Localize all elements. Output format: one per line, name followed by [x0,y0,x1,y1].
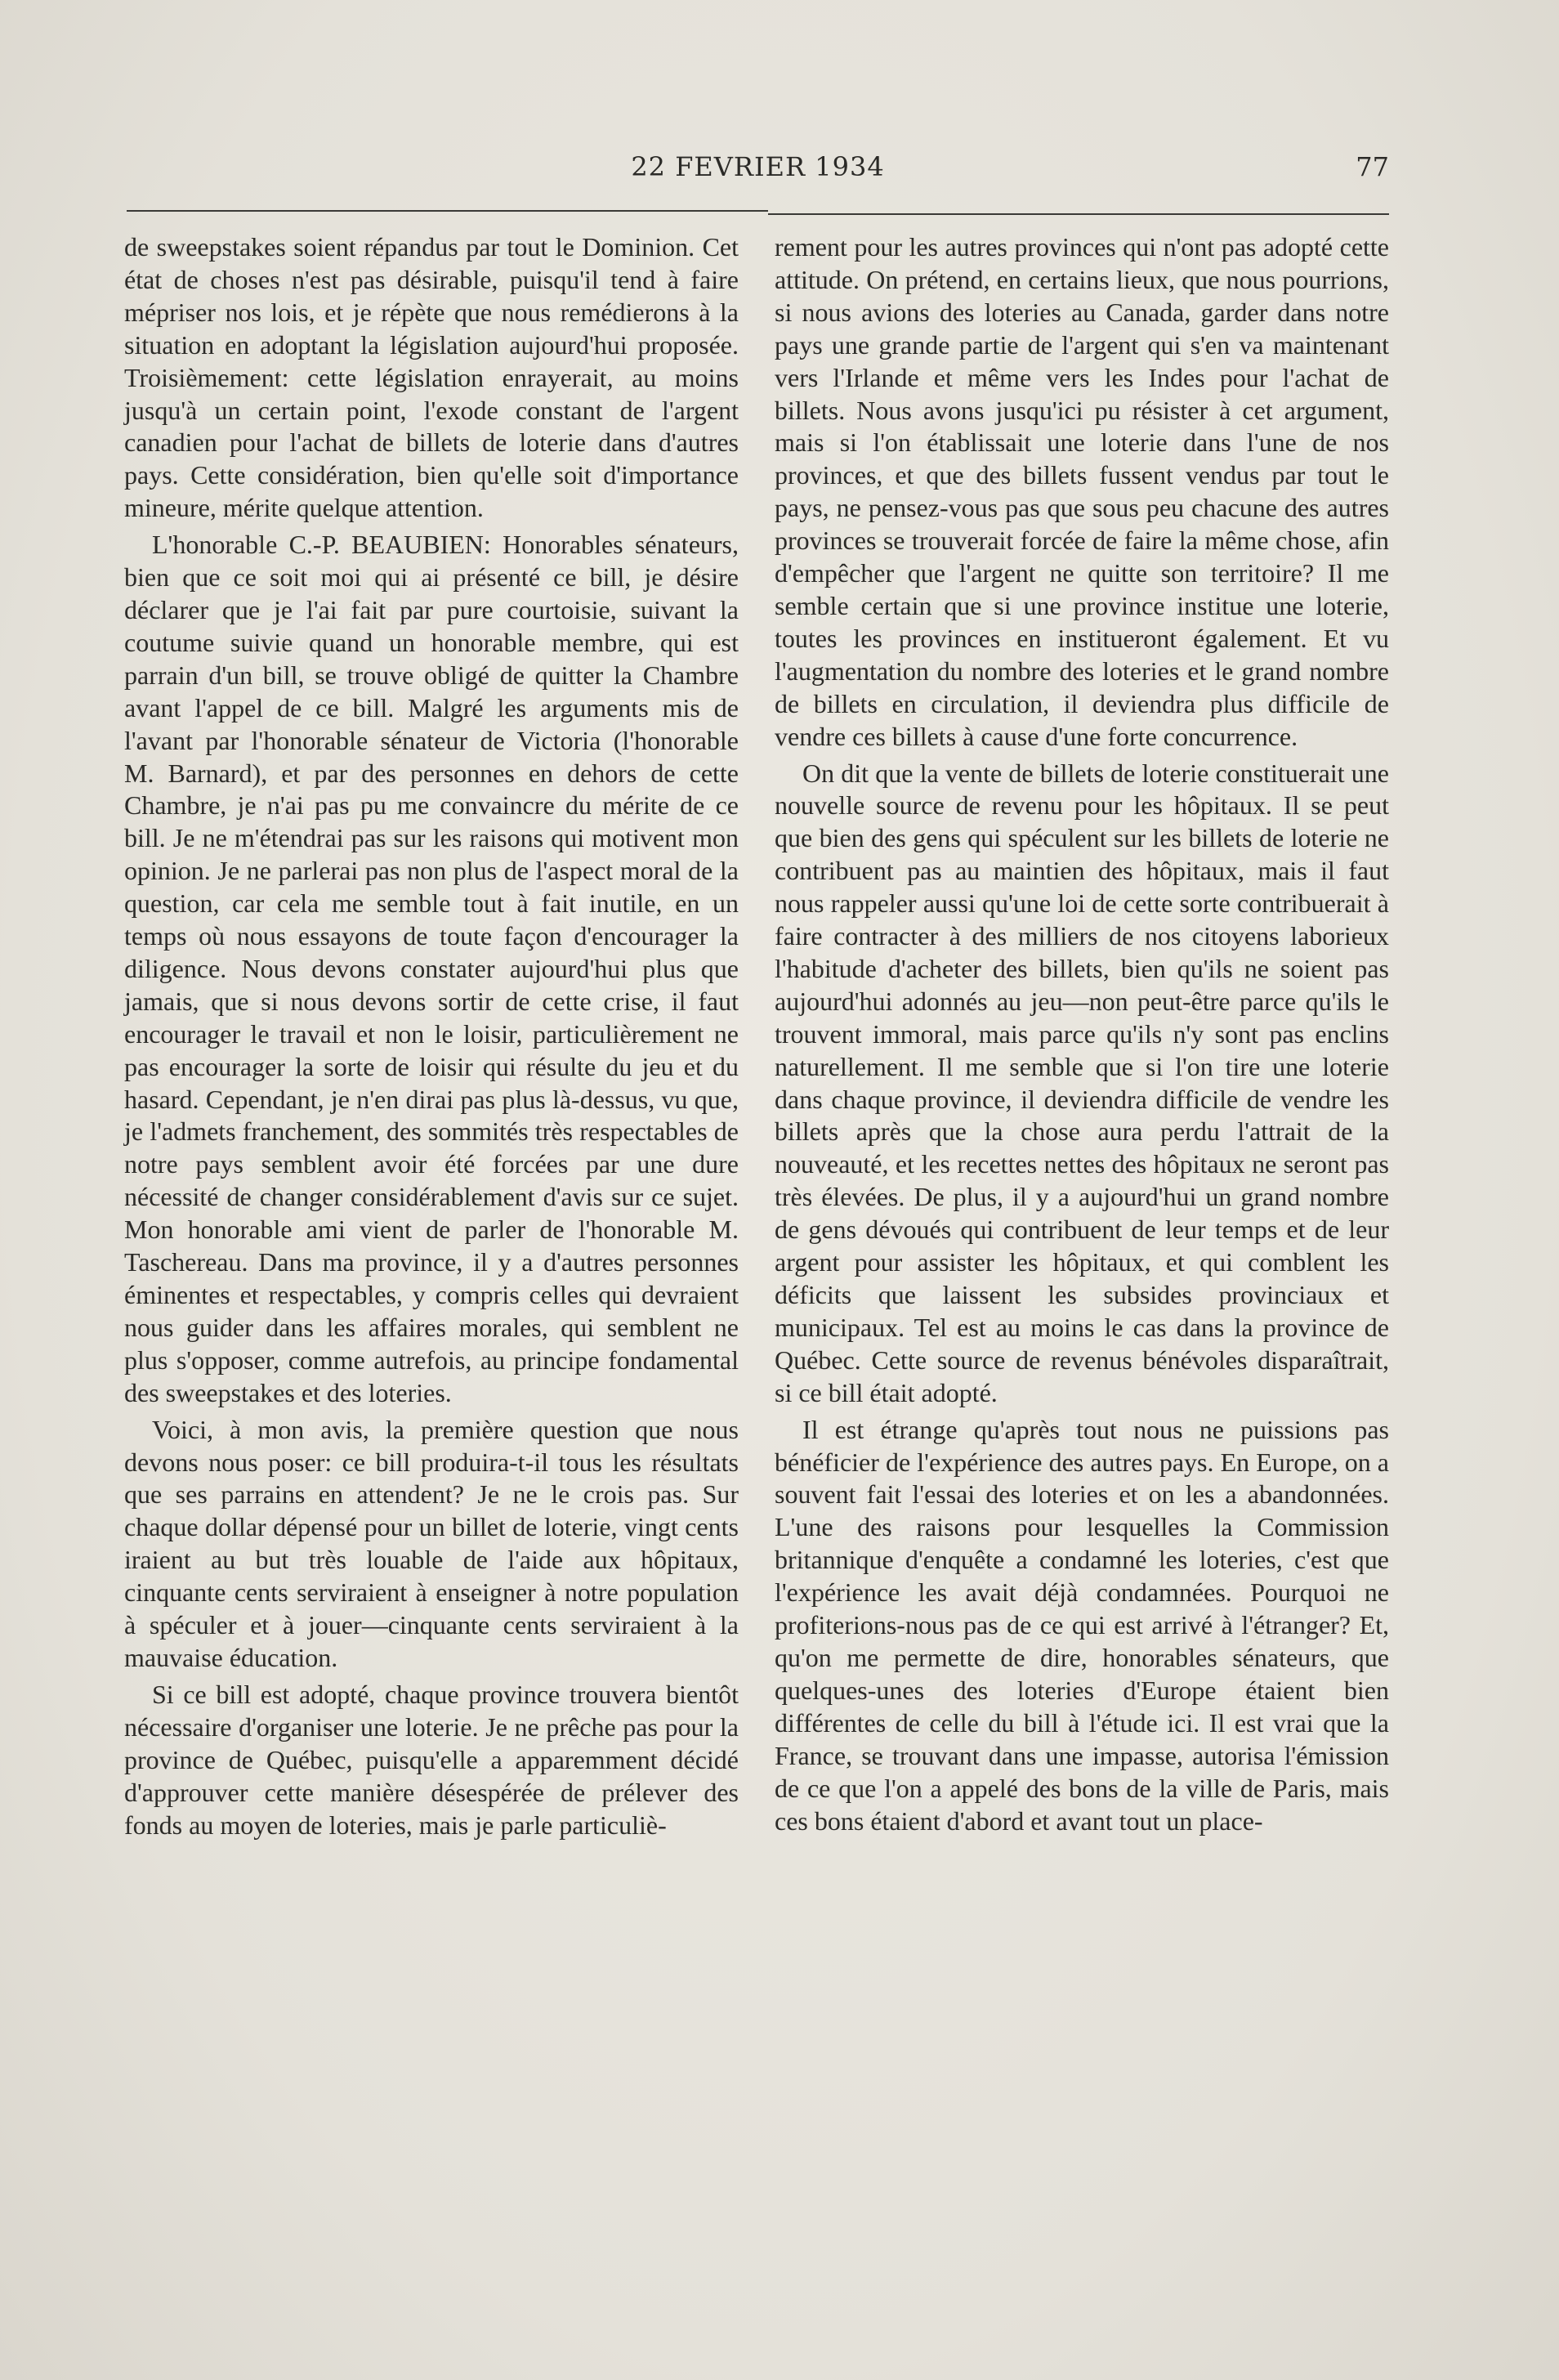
paragraph: Il est étrange qu'après tout nous ne puissions pas bénéficier de l'expérience des autres pays. En Europe, on a souvent fait l'essai des loteries et on les a abandonnées. L'une des raisons pour lesquelles la Commission britannique d'enquête a condamné les loteries, c'est que l'expérience les avait déjà condamnées. Pourquoi ne profiterions-nous pas de ce qui est arrivé à l'étranger? Et, qu'on me permette de dire, honorables sénateurs, que quelques-unes des loteries d'Europe étaient bien différentes de celle du bill à l'étude ici. Il est vrai que la France, se trouvant dans une impasse, autorisa l'émission de ce que l'on a appelé des bons de la ville de Paris, mais ces bons étaient d'abord et avant tout un place- [775,1414,1389,1836]
header-date: 22 FEVRIER 1934 [631,151,885,182]
paragraph: Si ce bill est adopté, chaque province trouvera bientôt nécessaire d'organiser une loterie. Je ne prêche pas pour la province de Québec, puisqu'elle a apparemment décidé d'approuver cette manière désespérée de prélever des fonds au moyen de loteries, mais je parle particuliè- [124,1679,739,1840]
header-rule-right [768,213,1389,215]
header-rule-left [127,210,768,212]
left-column [124,231,739,1841]
page-number: 77 [1356,151,1389,182]
right-column [775,231,1389,1837]
paragraph: Voici, à mon avis, la première question que nous devons nous poser: ce bill produira-t-il tous les résultats que ses parrains en attendent? Je ne le crois pas. Sur chaque dollar dépensé pour un billet de loterie, vingt cents iraient au but très louable de l'aide aux hôpitaux, cinquante cents serviraient à enseigner à notre population à spéculer et à jouer—cinquante cents serviraient à la mauvaise éducation. [124,1414,739,1672]
paragraph: On dit que la vente de billets de loterie constituerait une nouvelle source de revenu pour les hôpitaux. Il se peut que bien des gens qui spéculent sur les billets de loterie ne contribuent pas au maintien des hôpitaux, mais il faut nous rappeler aussi qu'une loi de cette sorte contribuerait à faire contracter à des milliers de nos citoyens laborieux l'habitude d'acheter des billets, bien qu'ils ne soient pas aujourd'hui adonnés au jeu—non peut-être parce qu'ils le trouvent immoral, mais parce qu'ils n'y sont pas enclins naturellement. Il me semble que si l'on tire une loterie dans chaque province, il deviendra difficile de vendre les billets après que la chose aura perdu l'attrait de la nouveauté, et les recettes nettes des hôpitaux ne seront pas très élevées. De plus, il y a aujourd'hui un grand nombre de gens dévoués qui contribuent de leur temps et de leur argent pour assister les hôpitaux, et qui comblent les déficits que laissent les subsides provinciaux et municipaux. Tel est au moins le cas dans la province de Québec. Cette source de revenus bénévoles disparaîtrait, si ce bill était adopté. [775,758,1389,1407]
paragraph: de sweepstakes soient répandus par tout le Dominion. Cet état de choses n'est pas désirable, puisqu'il tend à faire mépriser nos lois, et je répète que nous remédierons à la situation en adoptant la législation aujourd'hui proposée. Troisièmement: cette législation enrayerait, au moins jusqu'à un certain point, l'exode constant de l'argent canadien pour l'achat de billets de loterie dans d'autres pays. Cette considération, bien qu'elle soit d'importance mineure, mérite quelque attention. [124,232,739,523]
paragraph: rement pour les autres provinces qui n'ont pas adopté cette attitude. On prétend, en certains lieux, que nous pourrions, si nous avions des loteries au Canada, garder dans notre pays une grande partie de l'argent qui s'en va maintenant vers l'Irlande et même vers les Indes pour l'achat de billets. Nous avons jusqu'ici pu résister à cet argument, mais si l'on établissait une loterie dans l'une de nos provinces, et que des billets fussent vendus par tout le pays, ne pensez-vous pas que sous peu chacune des autres provinces se trouverait forcée de faire la même chose, afin d'empêcher que l'argent ne quitte son territoire? Il me semble certain que si une province institue une loterie, toutes les provinces en institueront également. Et vu l'augmentation du nombre des loteries et le grand nombre de billets en circulation, il deviendra plus difficile de vendre ces billets à cause d'une forte concurrence. [775,232,1389,751]
paragraph: L'honorable C.-P. BEAUBIEN: Honorables sénateurs, bien que ce soit moi qui ai présenté ce bill, je désire déclarer que je l'ai fait par pure courtoisie, suivant la coutume suivie quand un honorable membre, qui est parrain d'un bill, se trouve obligé de quitter la Chambre avant l'appel de ce bill. Malgré les arguments mis de l'avant par l'honorable sénateur de Victoria (l'honorable M. Barnard), et par des personnes en dehors de cette Chambre, je n'ai pas pu me convaincre du mérite de ce bill. Je ne m'étendrai pas sur les raisons qui motivent mon opinion. Je ne parlerai pas non plus de l'aspect moral de la question, car cela me semble tout à fait inutile, en un temps où nous essayons de toute façon d'encourager la diligence. Nous devons constater aujourd'hui plus que jamais, que si nous devons sortir de cette crise, il faut encourager le travail et non le loisir, particulièrement ne pas encourager la sorte de loisir qui résulte du jeu et du hasard. Cependant, je n'en dirai pas plus là-dessus, vu que, je l'admets franchement, des sommités très respectables de notre pays semblent avoir été forcées par une dure nécessité de changer considérablement d'avis sur ce sujet. Mon honorable ami vient de parler de l'honorable M. Taschereau. Dans ma province, il y a d'autres personnes éminentes et respectables, y compris celles qui devraient nous guider dans les affaires morales, qui semblent ne plus s'opposer, comme autrefois, au principe fondamental des sweepstakes et des loteries. [124,530,739,1407]
page-header [127,151,1389,192]
